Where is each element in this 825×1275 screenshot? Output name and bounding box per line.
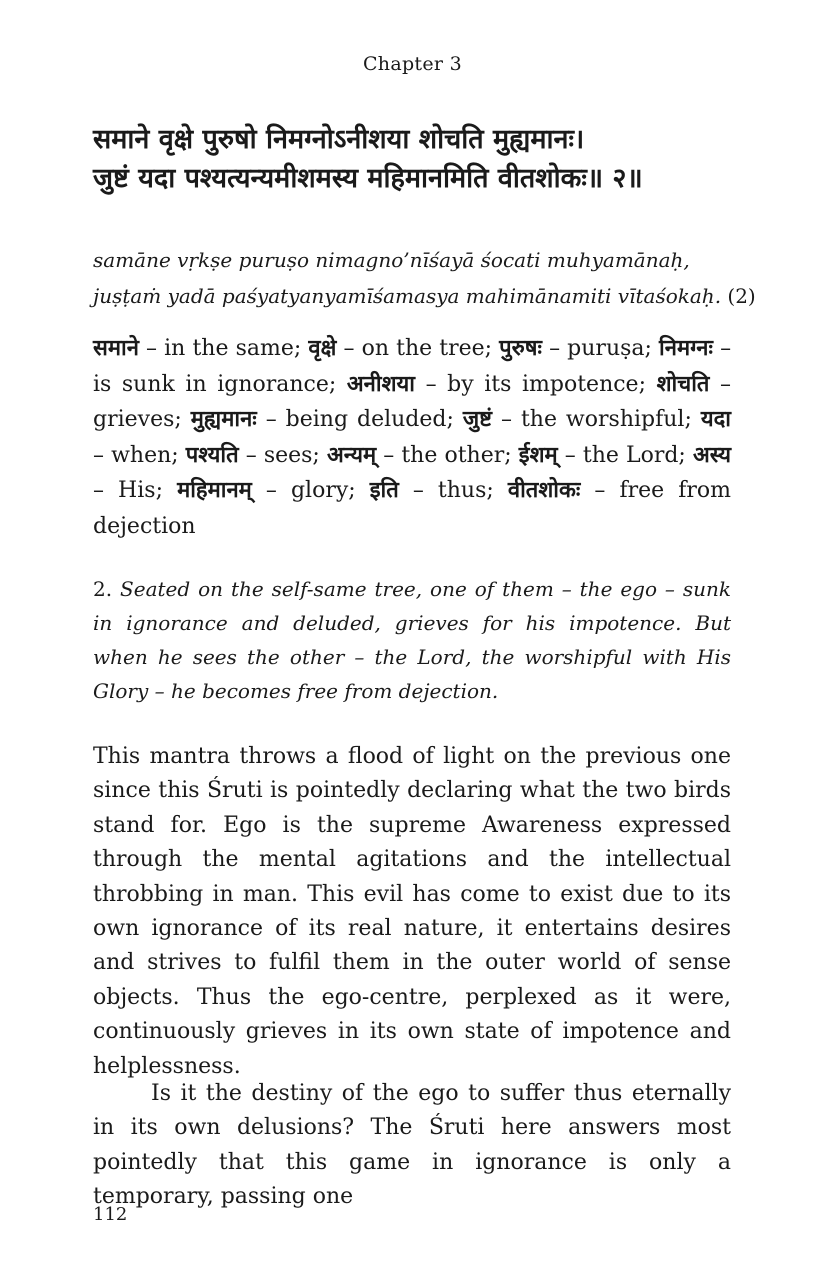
translation-text: Seated on the self-same tree, one of them – the ego – sunk in ignorance and deluded, grieves for his impotence. But when he sees the other – the Lord, the worshipful with His Glory – he becomes free from dejection. (93, 577, 731, 703)
gloss-meaning: – the other; (383, 442, 512, 468)
gloss-entry (93, 336, 301, 361)
page-number: 112 (93, 1204, 128, 1225)
gloss-word: अन्यम् (326, 441, 377, 468)
translit-line-1: samāne vṛkṣe puruṣo nimagno’nīśayā śocati muhyamānaḥ, (93, 248, 690, 272)
gloss-meaning: – His; (93, 478, 163, 503)
gloss-entry (370, 478, 494, 503)
gloss-word: समाने (93, 335, 139, 361)
verse-line-2: जुष्टं यदा पश्यत्यन्यमीशमस्य महिमानमिति वीतशोकः॥ २॥ (93, 163, 643, 194)
gloss-meaning: – thus; (412, 478, 494, 503)
gloss-meaning: – by its impotence; (425, 371, 646, 397)
word-meanings (93, 331, 731, 544)
transliteration (93, 242, 756, 314)
translation (93, 572, 731, 708)
gloss-entry (308, 336, 492, 361)
gloss-meaning: – is sunk in ignorance; (93, 336, 732, 397)
gloss-word: वीतशोकः (507, 477, 581, 503)
verse-number: (2) (727, 284, 756, 308)
gloss-entry (186, 443, 320, 468)
commentary-paragraph-1: This mantra throws a flood of light on the previous one since this Śruti is pointedly declaring what the two birds stand for. Ego is the supreme Awareness expressed through the mental agitations and the intellectual throbbing in man. This evil has come to exist due to its own ignorance of its real nature, it entertains desires and strives to fulfil them in the outer world of sense objects. Thus the ego-centre, perplexed as it were, continuously grieves in its own state of impotence and helplessness. (93, 744, 731, 1079)
gloss-word: महिमानम् (177, 477, 252, 503)
running-head: Chapter 3 (362, 53, 463, 75)
gloss-meaning: – the worshipful; (501, 407, 692, 432)
gloss-word: पश्यति (185, 441, 239, 468)
gloss-word: इति (369, 477, 399, 503)
verse-line-1: समाने वृक्षे पुरुषो निमग्नोऽनीशया शोचति मुह्यमानः। (93, 124, 585, 155)
gloss-meaning: – sees; (245, 442, 320, 468)
gloss-word: वृक्षे (308, 335, 337, 361)
gloss-word: जुष्टं (462, 406, 493, 432)
gloss-word: पुरुषः (499, 335, 542, 361)
gloss-meaning: – free from dejection (93, 478, 731, 539)
gloss-entry (463, 407, 692, 432)
gloss-meaning: – grieves; (93, 371, 732, 432)
commentary-paragraph-2: Is it the destiny of the ego to suffer thus eternally in its own delusions? The Śruti here answers most pointedly that this game in ignorance is only a temporary, passing one (93, 1081, 731, 1210)
gloss-word: मुह्यमानः (190, 406, 257, 432)
gloss-word: शोचति (656, 370, 710, 397)
gloss-word: अस्य (692, 441, 732, 468)
gloss-entry (327, 443, 512, 468)
translit-line-2 (93, 278, 756, 314)
gloss-entry (191, 407, 454, 432)
translation-number: 2. (93, 577, 113, 601)
gloss-word: यदा (700, 406, 731, 432)
gloss-entry (519, 443, 686, 468)
gloss-meaning: – puruṣa; (549, 336, 652, 361)
gloss-meaning: – in the same; (146, 336, 302, 361)
gloss-word: निमग्नः (659, 335, 713, 361)
translit-line-2-text: juṣṭaṁ yadā paśyatyanyamīśamasya mahimānamiti vītaśokaḥ. (93, 284, 722, 308)
gloss-meaning: – being deluded; (265, 407, 454, 432)
gloss-meaning: – glory; (265, 478, 356, 503)
sanskrit-verse (93, 120, 731, 198)
gloss-entry (499, 336, 652, 361)
gloss-meaning: – when; (93, 442, 179, 468)
gloss-entry (177, 478, 356, 503)
gloss-word: अनीशया (346, 370, 416, 397)
gloss-meaning: – the Lord; (564, 442, 686, 468)
gloss-entry (347, 372, 646, 397)
gloss-word: ईशम् (518, 441, 558, 468)
gloss-meaning: – on the tree; (343, 336, 493, 361)
